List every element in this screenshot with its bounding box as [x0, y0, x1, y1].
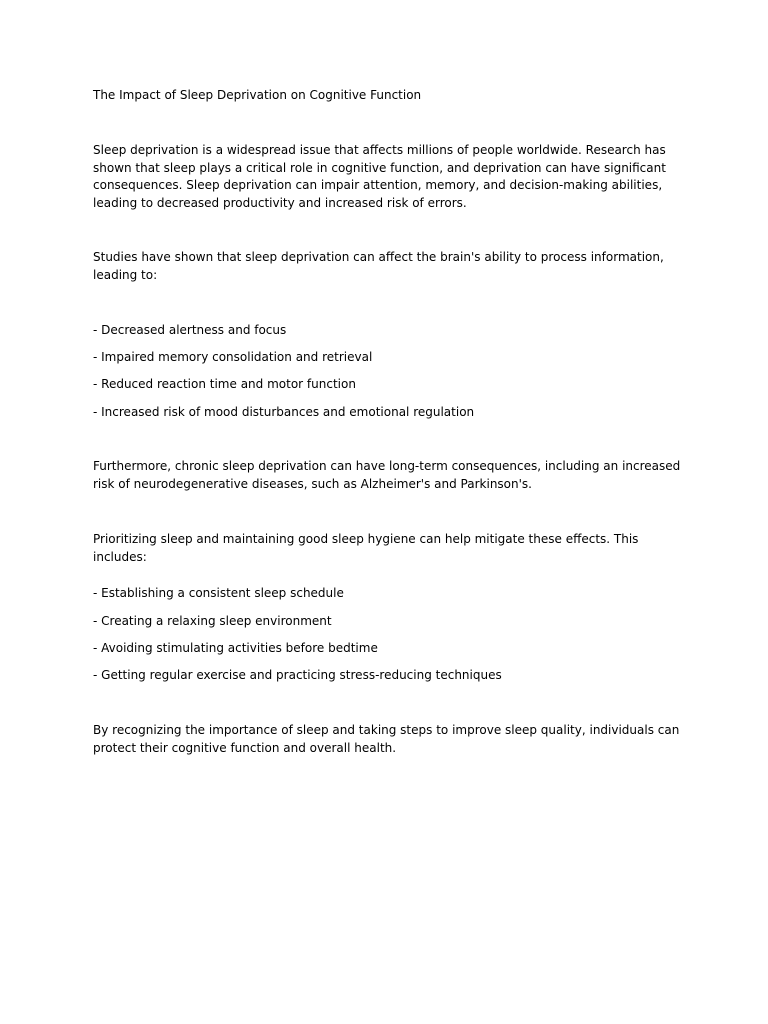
intro-paragraph: Sleep deprivation is a widespread issue that affects millions of people worldwide. Research has shown that sleep plays a critical role in cognitive function, and deprivation can have significant consequences. Sleep deprivation can impair attention, memory, and decision-making abilities, leading to decreased productivity and increased risk of errors.: [93, 143, 666, 210]
list-item: - Establishing a consistent sleep schedule: [93, 586, 344, 600]
hygiene-intro-paragraph: Prioritizing sleep and maintaining good sleep hygiene can help mitigate these effects. This includes:: [93, 532, 639, 564]
list-item: - Getting regular exercise and practicing stress-reducing techniques: [93, 668, 502, 682]
list-item: - Reduced reaction time and motor function: [93, 377, 356, 391]
conclusion-paragraph: By recognizing the importance of sleep and taking steps to improve sleep quality, individuals can protect their cognitive function and overall health.: [93, 723, 680, 755]
list-item: - Increased risk of mood disturbances and emotional regulation: [93, 405, 475, 419]
document-title: The Impact of Sleep Deprivation on Cognitive Function: [93, 88, 422, 102]
list-item: - Decreased alertness and focus: [93, 323, 287, 337]
effects-intro-paragraph: Studies have shown that sleep deprivation can affect the brain's ability to process information, leading to:: [93, 250, 664, 282]
long-term-paragraph: Furthermore, chronic sleep deprivation can have long-term consequences, including an increased risk of neurodegenerative diseases, such as Alzheimer's and Parkinson's.: [93, 459, 681, 491]
list-item: - Impaired memory consolidation and retrieval: [93, 350, 373, 364]
list-item: - Creating a relaxing sleep environment: [93, 614, 332, 628]
list-item: - Avoiding stimulating activities before bedtime: [93, 641, 378, 655]
